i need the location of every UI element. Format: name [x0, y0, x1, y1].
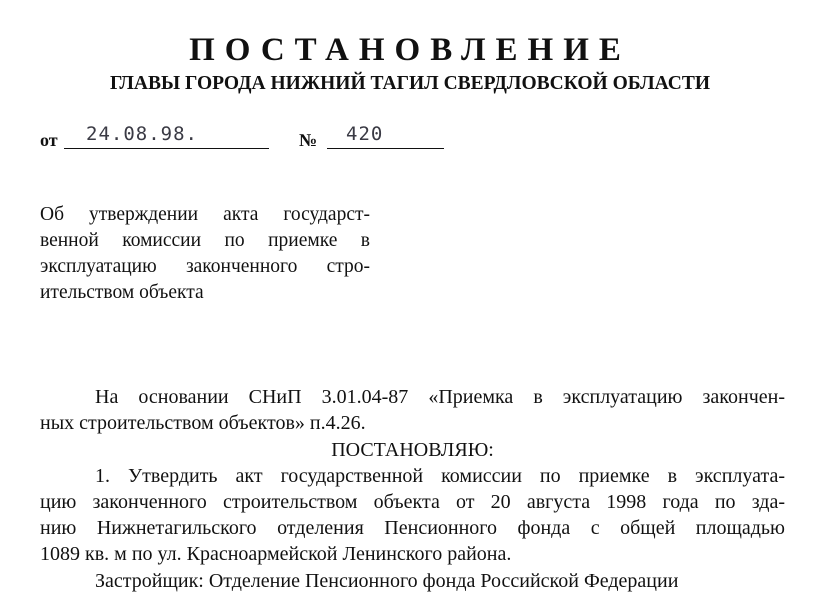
intro-paragraph — [40, 384, 785, 436]
developer-line: Застройщик: Отделение Пенсионного фонда Российской Федерации — [95, 570, 679, 592]
subject-line: венной комиссии по приемке в — [40, 230, 370, 251]
date-value: 24.08.98. — [86, 123, 198, 145]
developer-paragraph — [95, 568, 785, 594]
subject-line: ительством объекта — [40, 282, 204, 303]
body-line: ных строительством объектов» п.4.26. — [40, 412, 366, 434]
number-label: № — [299, 130, 318, 150]
number-value: 420 — [346, 123, 384, 145]
body-line: На основании СНиП 3.01.04-87 «Приемка в эксплуатацию закончен- — [95, 386, 785, 408]
body-line: 1089 кв. м по ул. Красноармейской Ленинского района. — [40, 543, 512, 565]
item-1-paragraph — [40, 463, 785, 567]
body-line: цию законченного строительством объекта от 20 августа 1998 года по зда- — [40, 491, 785, 513]
number-underline — [327, 148, 444, 149]
body-line: нию Нижнетагильского отделения Пенсионного фонда с общей площадью — [40, 517, 785, 539]
document-subtitle: ГЛАВЫ ГОРОДА НИЖНИЙ ТАГИЛ СВЕРДЛОВСКОЙ ОБЛАСТИ — [109, 73, 711, 94]
date-label: от — [40, 130, 58, 150]
subject-line: Об утверждении акта государст- — [40, 204, 370, 225]
subject-block — [40, 202, 370, 306]
date-underline — [64, 148, 269, 149]
decree-heading — [40, 437, 785, 463]
decree-word: ПОСТАНОВЛЯЮ: — [331, 439, 494, 461]
document-title: ПОСТАНОВЛЕНИЕ — [189, 32, 631, 68]
subject-line: эксплуатацию законченного стро- — [40, 256, 370, 277]
body-line: 1. Утвердить акт государственной комиссии по приемке в эксплуата- — [95, 465, 785, 487]
